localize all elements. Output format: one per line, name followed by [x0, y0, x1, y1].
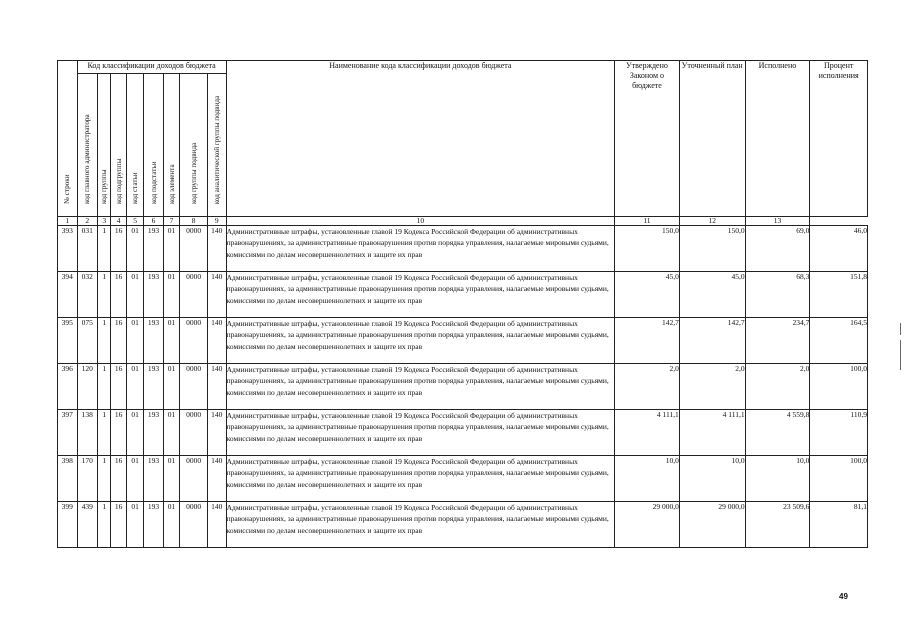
cell-c2: 1 [98, 318, 111, 364]
cell-c2: 1 [98, 502, 111, 548]
cell-c4: 01 [126, 502, 143, 548]
cell-description: Административные штрафы, установленные главой 19 Кодекса Российской Федерации об административных правонарушениях, за административные правонарушения против порядка управления, налагаемые мировыми судьями, комиссиями по делам несовершеннолетних и защите их прав [226, 272, 614, 318]
cell-refined: 29 000,0 [679, 502, 745, 548]
header-classification-group: Код классификации доходов бюджета [77, 61, 226, 74]
cell-description: Административные штрафы, установленные главой 19 Кодекса Российской Федерации об административных правонарушениях, за административные правонарушения против порядка управления, налагаемые мировыми судьями, комиссиями по делам несовершеннолетних и защите их прав [226, 502, 614, 548]
cell-c8: 140 [207, 364, 226, 410]
cell-percent: 46,0 [810, 226, 868, 272]
cell-approved: 142,7 [615, 318, 680, 364]
cell-c2: 1 [98, 272, 111, 318]
column-number: 8 [180, 217, 208, 226]
cell-executed: 10,0 [745, 456, 810, 502]
cell-refined: 142,7 [679, 318, 745, 364]
cell-refined: 45,0 [679, 272, 745, 318]
cell-percent: 110,9 [810, 410, 868, 456]
header-code-group: код группы [98, 74, 111, 217]
cell-description: Административные штрафы, установленные главой 19 Кодекса Российской Федерации об административных правонарушениях, за административные правонарушения против порядка управления, налагаемые мировыми судьями, комиссиями по делам несовершеннолетних и защите их прав [226, 410, 614, 456]
cell-c3: 16 [111, 364, 126, 410]
cell-c7: 0000 [180, 410, 208, 456]
column-number-row [58, 217, 868, 226]
cell-description: Административные штрафы, установленные главой 19 Кодекса Российской Федерации об административных правонарушениях, за административные правонарушения против порядка управления, налагаемые мировыми судьями, комиссиями по делам несовершеннолетних и защите их прав [226, 364, 614, 410]
cell-c4: 01 [126, 318, 143, 364]
cell-approved: 2,0 [615, 364, 680, 410]
cell-refined: 150,0 [679, 226, 745, 272]
cell-c6: 01 [163, 410, 179, 456]
cell-c7: 0000 [180, 364, 208, 410]
column-number: 3 [98, 217, 111, 226]
cell-executed: 23 509,6 [745, 502, 810, 548]
cell-description: Административные штрафы, установленные главой 19 Кодекса Российской Федерации об административных правонарушениях, за административные правонарушения против порядка управления, налагаемые мировыми судьями, комиссиями по делам несовершеннолетних и защите их прав [226, 318, 614, 364]
cell-executed: 4 559,8 [745, 410, 810, 456]
cell-approved: 10,0 [615, 456, 680, 502]
cell-c6: 01 [163, 272, 179, 318]
cell-admin: 170 [77, 456, 98, 502]
cell-c7: 0000 [180, 318, 208, 364]
header-row-number: № строки [58, 61, 78, 217]
cell-no: 393 [58, 226, 78, 272]
cell-c8: 140 [207, 456, 226, 502]
header-executed: Исполнено [745, 61, 810, 217]
cell-c2: 1 [98, 364, 111, 410]
cell-description: Административные штрафы, установленные главой 19 Кодекса Российской Федерации об административных правонарушениях, за административные правонарушения против порядка управления, налагаемые мировыми судьями, комиссиями по делам несовершеннолетних и защите их прав [226, 226, 614, 272]
column-number: 12 [679, 217, 745, 226]
cell-c5: 193 [144, 364, 164, 410]
budget-revenue-table [57, 60, 868, 548]
column-number: 11 [615, 217, 680, 226]
cell-c6: 01 [163, 364, 179, 410]
scan-edge-mark [900, 340, 901, 370]
column-number: 10 [226, 217, 614, 226]
cell-c7: 0000 [180, 502, 208, 548]
cell-executed: 234,7 [745, 318, 810, 364]
table-row [58, 410, 868, 456]
column-number: 13 [745, 217, 810, 226]
cell-c4: 01 [126, 272, 143, 318]
cell-c4: 01 [126, 410, 143, 456]
cell-c3: 16 [111, 456, 126, 502]
cell-refined: 10,0 [679, 456, 745, 502]
cell-refined: 4 111,1 [679, 410, 745, 456]
table-row [58, 272, 868, 318]
cell-admin: 031 [77, 226, 98, 272]
table-row [58, 226, 868, 272]
cell-admin: 138 [77, 410, 98, 456]
header-code-element: код элемента [163, 74, 179, 217]
cell-c6: 01 [163, 226, 179, 272]
cell-c5: 193 [144, 502, 164, 548]
cell-executed: 2,0 [745, 364, 810, 410]
header-percent: Процент исполнения [810, 61, 868, 217]
cell-refined: 2,0 [679, 364, 745, 410]
header-code-article: код статьи [126, 74, 143, 217]
header-code-subgroup: код подгруппы [111, 74, 126, 217]
cell-c8: 140 [207, 410, 226, 456]
cell-c3: 16 [111, 226, 126, 272]
cell-no: 397 [58, 410, 78, 456]
header-refined: Уточненный план [679, 61, 745, 217]
table-row [58, 456, 868, 502]
header-approved: Утверждено Законом о бюджете [615, 61, 680, 217]
cell-c2: 1 [98, 456, 111, 502]
cell-c8: 140 [207, 272, 226, 318]
cell-c5: 193 [144, 318, 164, 364]
cell-percent: 151,8 [810, 272, 868, 318]
cell-c5: 193 [144, 456, 164, 502]
cell-c7: 0000 [180, 456, 208, 502]
page-number: 49 [839, 592, 848, 601]
column-number: 2 [77, 217, 98, 226]
cell-approved: 4 111,1 [615, 410, 680, 456]
cell-description: Административные штрафы, установленные главой 19 Кодекса Российской Федерации об административных правонарушениях, за административные правонарушения против порядка управления, налагаемые мировыми судьями, комиссиями по делам несовершеннолетних и защите их прав [226, 456, 614, 502]
cell-c8: 140 [207, 502, 226, 548]
column-number: 6 [144, 217, 164, 226]
cell-admin: 075 [77, 318, 98, 364]
cell-c2: 1 [98, 226, 111, 272]
cell-no: 394 [58, 272, 78, 318]
cell-percent: 100,0 [810, 364, 868, 410]
cell-no: 398 [58, 456, 78, 502]
cell-admin: 120 [77, 364, 98, 410]
cell-c7: 0000 [180, 272, 208, 318]
cell-admin: 032 [77, 272, 98, 318]
cell-approved: 45,0 [615, 272, 680, 318]
cell-c4: 01 [126, 456, 143, 502]
cell-admin: 439 [77, 502, 98, 548]
cell-c6: 01 [163, 456, 179, 502]
cell-c8: 140 [207, 226, 226, 272]
cell-percent: 164,5 [810, 318, 868, 364]
column-number: 1 [58, 217, 78, 226]
table-row [58, 364, 868, 410]
cell-no: 395 [58, 318, 78, 364]
table-row [58, 502, 868, 548]
cell-c3: 16 [111, 502, 126, 548]
cell-c5: 193 [144, 410, 164, 456]
cell-executed: 69,0 [745, 226, 810, 272]
cell-c7: 0000 [180, 226, 208, 272]
cell-executed: 68,3 [745, 272, 810, 318]
column-number: 4 [111, 217, 126, 226]
cell-c6: 01 [163, 318, 179, 364]
scan-edge-mark [900, 323, 901, 335]
column-number: 5 [126, 217, 143, 226]
cell-approved: 150,0 [615, 226, 680, 272]
cell-percent: 81,1 [810, 502, 868, 548]
header-code-subarticle: код подстатьи [144, 74, 164, 217]
cell-c3: 16 [111, 272, 126, 318]
cell-approved: 29 000,0 [615, 502, 680, 548]
table-row [58, 318, 868, 364]
cell-c2: 1 [98, 410, 111, 456]
cell-c3: 16 [111, 410, 126, 456]
cell-c5: 193 [144, 272, 164, 318]
cell-c6: 01 [163, 502, 179, 548]
cell-percent: 100,0 [810, 456, 868, 502]
cell-c3: 16 [111, 318, 126, 364]
cell-c8: 140 [207, 318, 226, 364]
header-name: Наименование кода классификации доходов бюджета [226, 61, 614, 217]
cell-no: 399 [58, 502, 78, 548]
cell-c5: 193 [144, 226, 164, 272]
header-code-admin: код главного администратора [77, 74, 98, 217]
cell-c4: 01 [126, 226, 143, 272]
cell-no: 396 [58, 364, 78, 410]
cell-c4: 01 [126, 364, 143, 410]
header-code-analytic-group: код аналитической группы подвида [207, 74, 226, 217]
column-number: 7 [163, 217, 179, 226]
column-number: 9 [207, 217, 226, 226]
header-code-subtype-group: код группы подвида [180, 74, 208, 217]
